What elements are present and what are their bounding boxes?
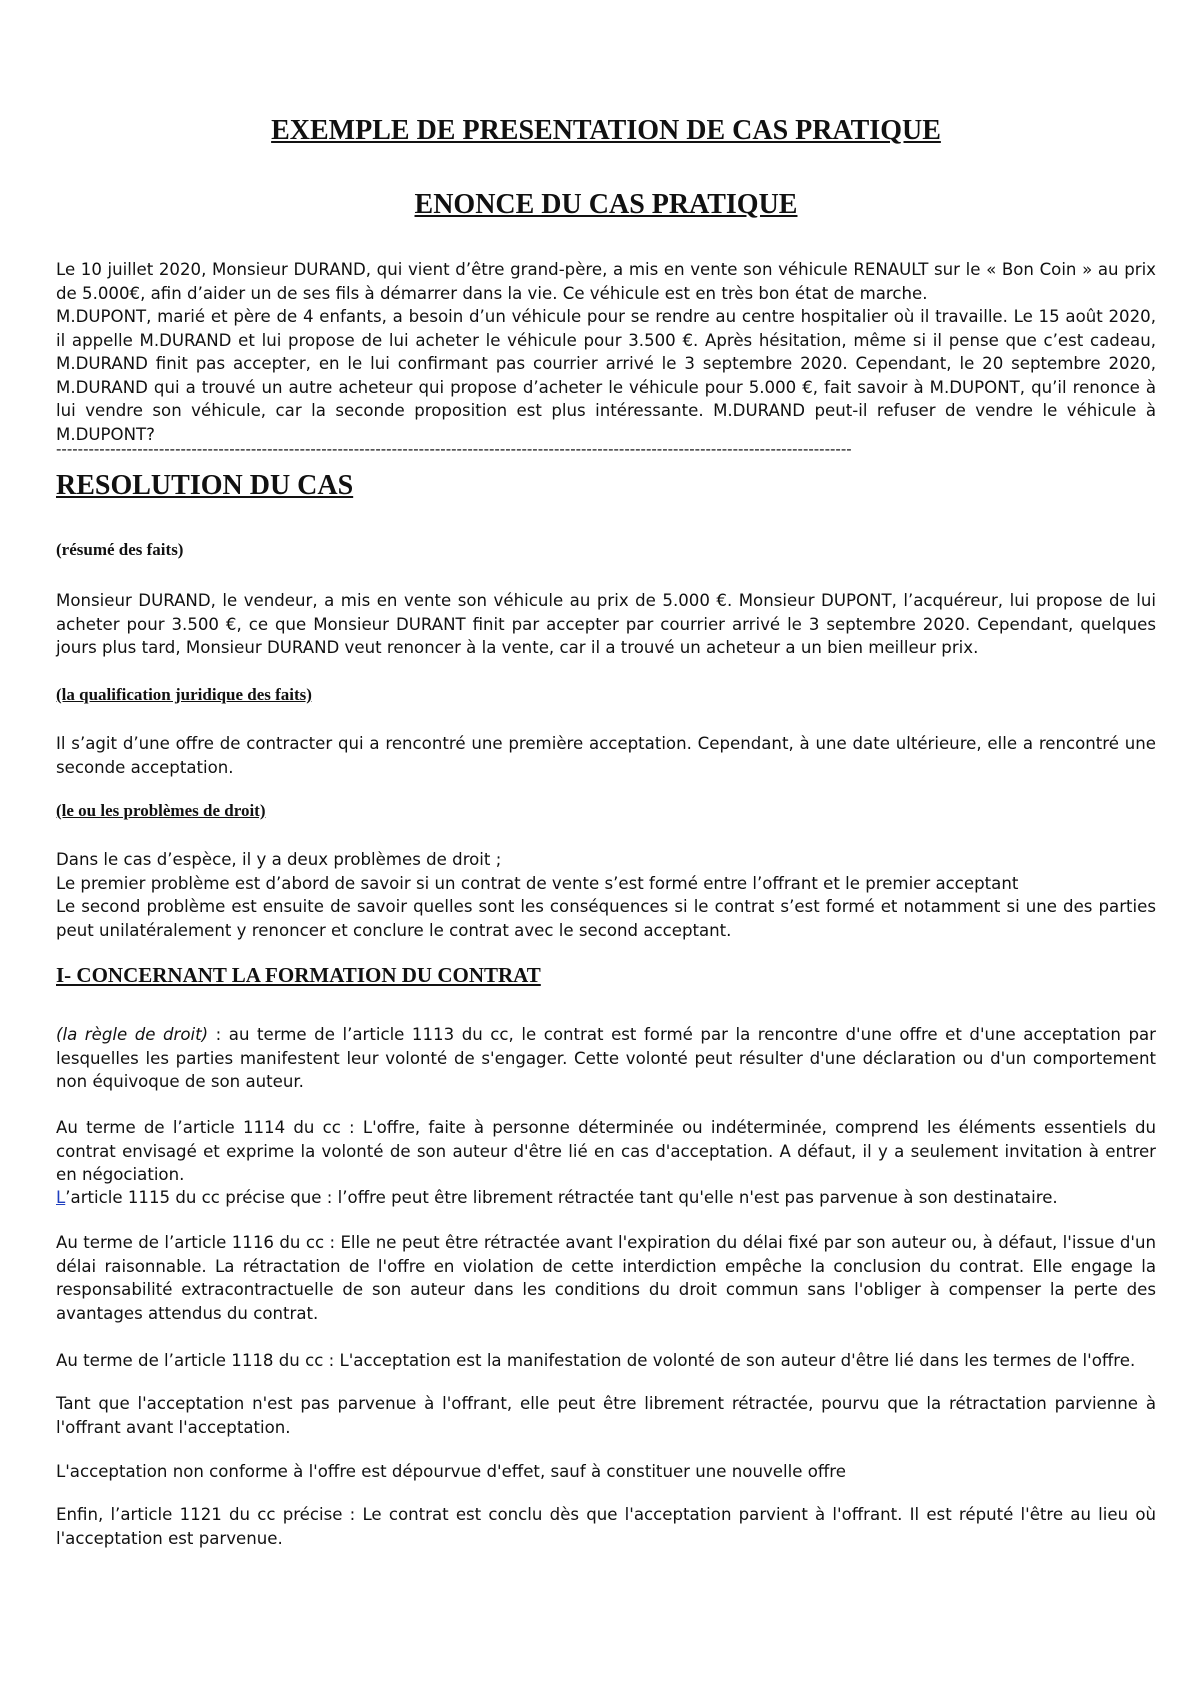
article-1114: Au terme de l’article 1114 du cc : L'offre, faite à personne déterminée ou indéterminée, comprend les éléments essentiels du contrat envisagé et exprime la volonté de son auteur d'être lié en cas d'acceptation. A défaut, il y a seulement invitation à entrer en négociation. <box>56 1118 1156 1184</box>
probleme-premier: Le premier problème est d’abord de savoir si un contrat de vente s’est formé entre l’offrant et le premier acceptant <box>56 873 1019 893</box>
enonce-paragraph <box>56 258 1156 446</box>
article-1121: Enfin, l’article 1121 du cc précise : Le contrat est conclu dès que l'acceptation parvient à l'offrant. Il est réputé l'être au lieu où l'acceptation est parvenue. <box>56 1505 1156 1548</box>
regle-text: : au terme de l’article 1113 du cc, le contrat est formé par la rencontre d'une offre et d'une acceptation par lesquelles les parties manifestent leur volonté de s'engager. Cette volonté peut résulter d'une déclaration ou d'un comportement non équivoque de son auteur. <box>56 1025 1156 1091</box>
resume-text: Monsieur DURAND, le vendeur, a mis en vente son véhicule au prix de 5.000 €. Monsieur DUPONT, l’acquéreur, lui propose de lui acheter pour 3.500 €, ce que Monsieur DURANT finit par accepter par courrier arrivé le 3 septembre 2020. Cependant, quelques jours plus tard, Monsieur DURAND veut renoncer à la vente, car il a trouvé un acheteur a un bien meilleur prix. <box>56 591 1156 657</box>
qualification-text: Il s’agit d’une offre de contracter qui a rencontré une première acceptation. Cependant, à une date ultérieure, elle a rencontré une seconde acceptation. <box>56 734 1156 777</box>
section-formation-heading: I- CONCERNANT LA FORMATION DU CONTRAT <box>56 963 541 987</box>
regle-de-droit <box>56 1023 1156 1094</box>
enonce-intro: Le 10 juillet 2020, Monsieur DURAND, qui vient d’être grand-père, a mis en vente son véhicule RENAULT sur le « Bon Coin » au prix de 5.000€, afin d’aider un de ses fils à démarrer dans la vie. Ce véhicule est en très bon état de marche. <box>56 260 1156 303</box>
separator-line: --------------------------------------------------------------------------------------------------------------------------------------------------- <box>56 440 852 458</box>
acceptation-non-conforme: L'acceptation non conforme à l'offre est dépourvue d'effet, sauf à constituer une nouvelle offre <box>56 1462 846 1481</box>
resolution-title: RESOLUTION DU CAS <box>56 470 354 501</box>
probleme-second: Le second problème est ensuite de savoir quelles sont les conséquences si le contrat s’est formé et notamment si une des parties peut unilatéralement y renoncer et conclure le contrat avec le second acceptant. <box>56 897 1156 940</box>
enonce-body: M.DUPONT, marié et père de 4 enfants, a besoin d’un véhicule pour se rendre au centre hospitalier où il travaille. Le 15 août 2020, il appelle M.DURAND et lui propose de lui acheter le véhicule pour 3.500 €. Après hésitation, même si il pense que c’est cadeau, M.DURAND finit pas accepter, en le lui confirmant pas courrier arrivé le 3 septembre 2020. Cependant, le 20 septembre 2020, M.DURAND qui a trouvé un autre acheteur qui propose d’acheter le véhicule pour 5.000 €, fait savoir à M.DUPONT, qu’il renonce à lui vendre son véhicule, car la seconde proposition est plus intéressante. M.DURAND peut-il refuser de vendre le véhicule à M.DUPONT? <box>56 307 1156 444</box>
document-title: EXEMPLE DE PRESENTATION DE CAS PRATIQUE <box>271 115 941 146</box>
problemes-heading: (le ou les problèmes de droit) <box>56 801 266 820</box>
problemes-text <box>56 848 1156 942</box>
regle-label: (la règle de droit) <box>56 1025 209 1044</box>
acceptation-retractation: Tant que l'acceptation n'est pas parvenue à l'offrant, elle peut être librement rétractée, pourvu que la rétractation parvienne à l'offrant avant l'acceptation. <box>56 1394 1156 1437</box>
article-1115-link[interactable]: L <box>56 1188 66 1207</box>
article-1116: Au terme de l’article 1116 du cc : Elle ne peut être rétractée avant l'expiration du délai fixé par son auteur ou, à défaut, l'issue d'un délai raisonnable. La rétractation de l'offre en violation de cette interdiction empêche la conclusion du contrat. Elle engage la responsabilité extracontractuelle de son auteur dans les conditions du droit commun sans l'obliger à compenser la perte des avantages attendus du contrat. <box>56 1233 1156 1323</box>
article-1115 <box>56 1186 1156 1210</box>
qualification-heading: (la qualification juridique des faits) <box>56 685 312 704</box>
article-1115-text: ’article 1115 du cc précise que : l’offre peut être librement rétractée tant qu'elle n'est pas parvenue à son destinataire. <box>65 1188 1058 1207</box>
enonce-title: ENONCE DU CAS PRATIQUE <box>414 189 798 220</box>
resume-heading: (résumé des faits) <box>56 540 184 559</box>
probleme-intro: Dans le cas d’espèce, il y a deux problèmes de droit ; <box>56 850 502 869</box>
article-1118: Au terme de l’article 1118 du cc : L'acceptation est la manifestation de volonté de son auteur d'être lié dans les termes de l'offre. <box>56 1351 1136 1370</box>
